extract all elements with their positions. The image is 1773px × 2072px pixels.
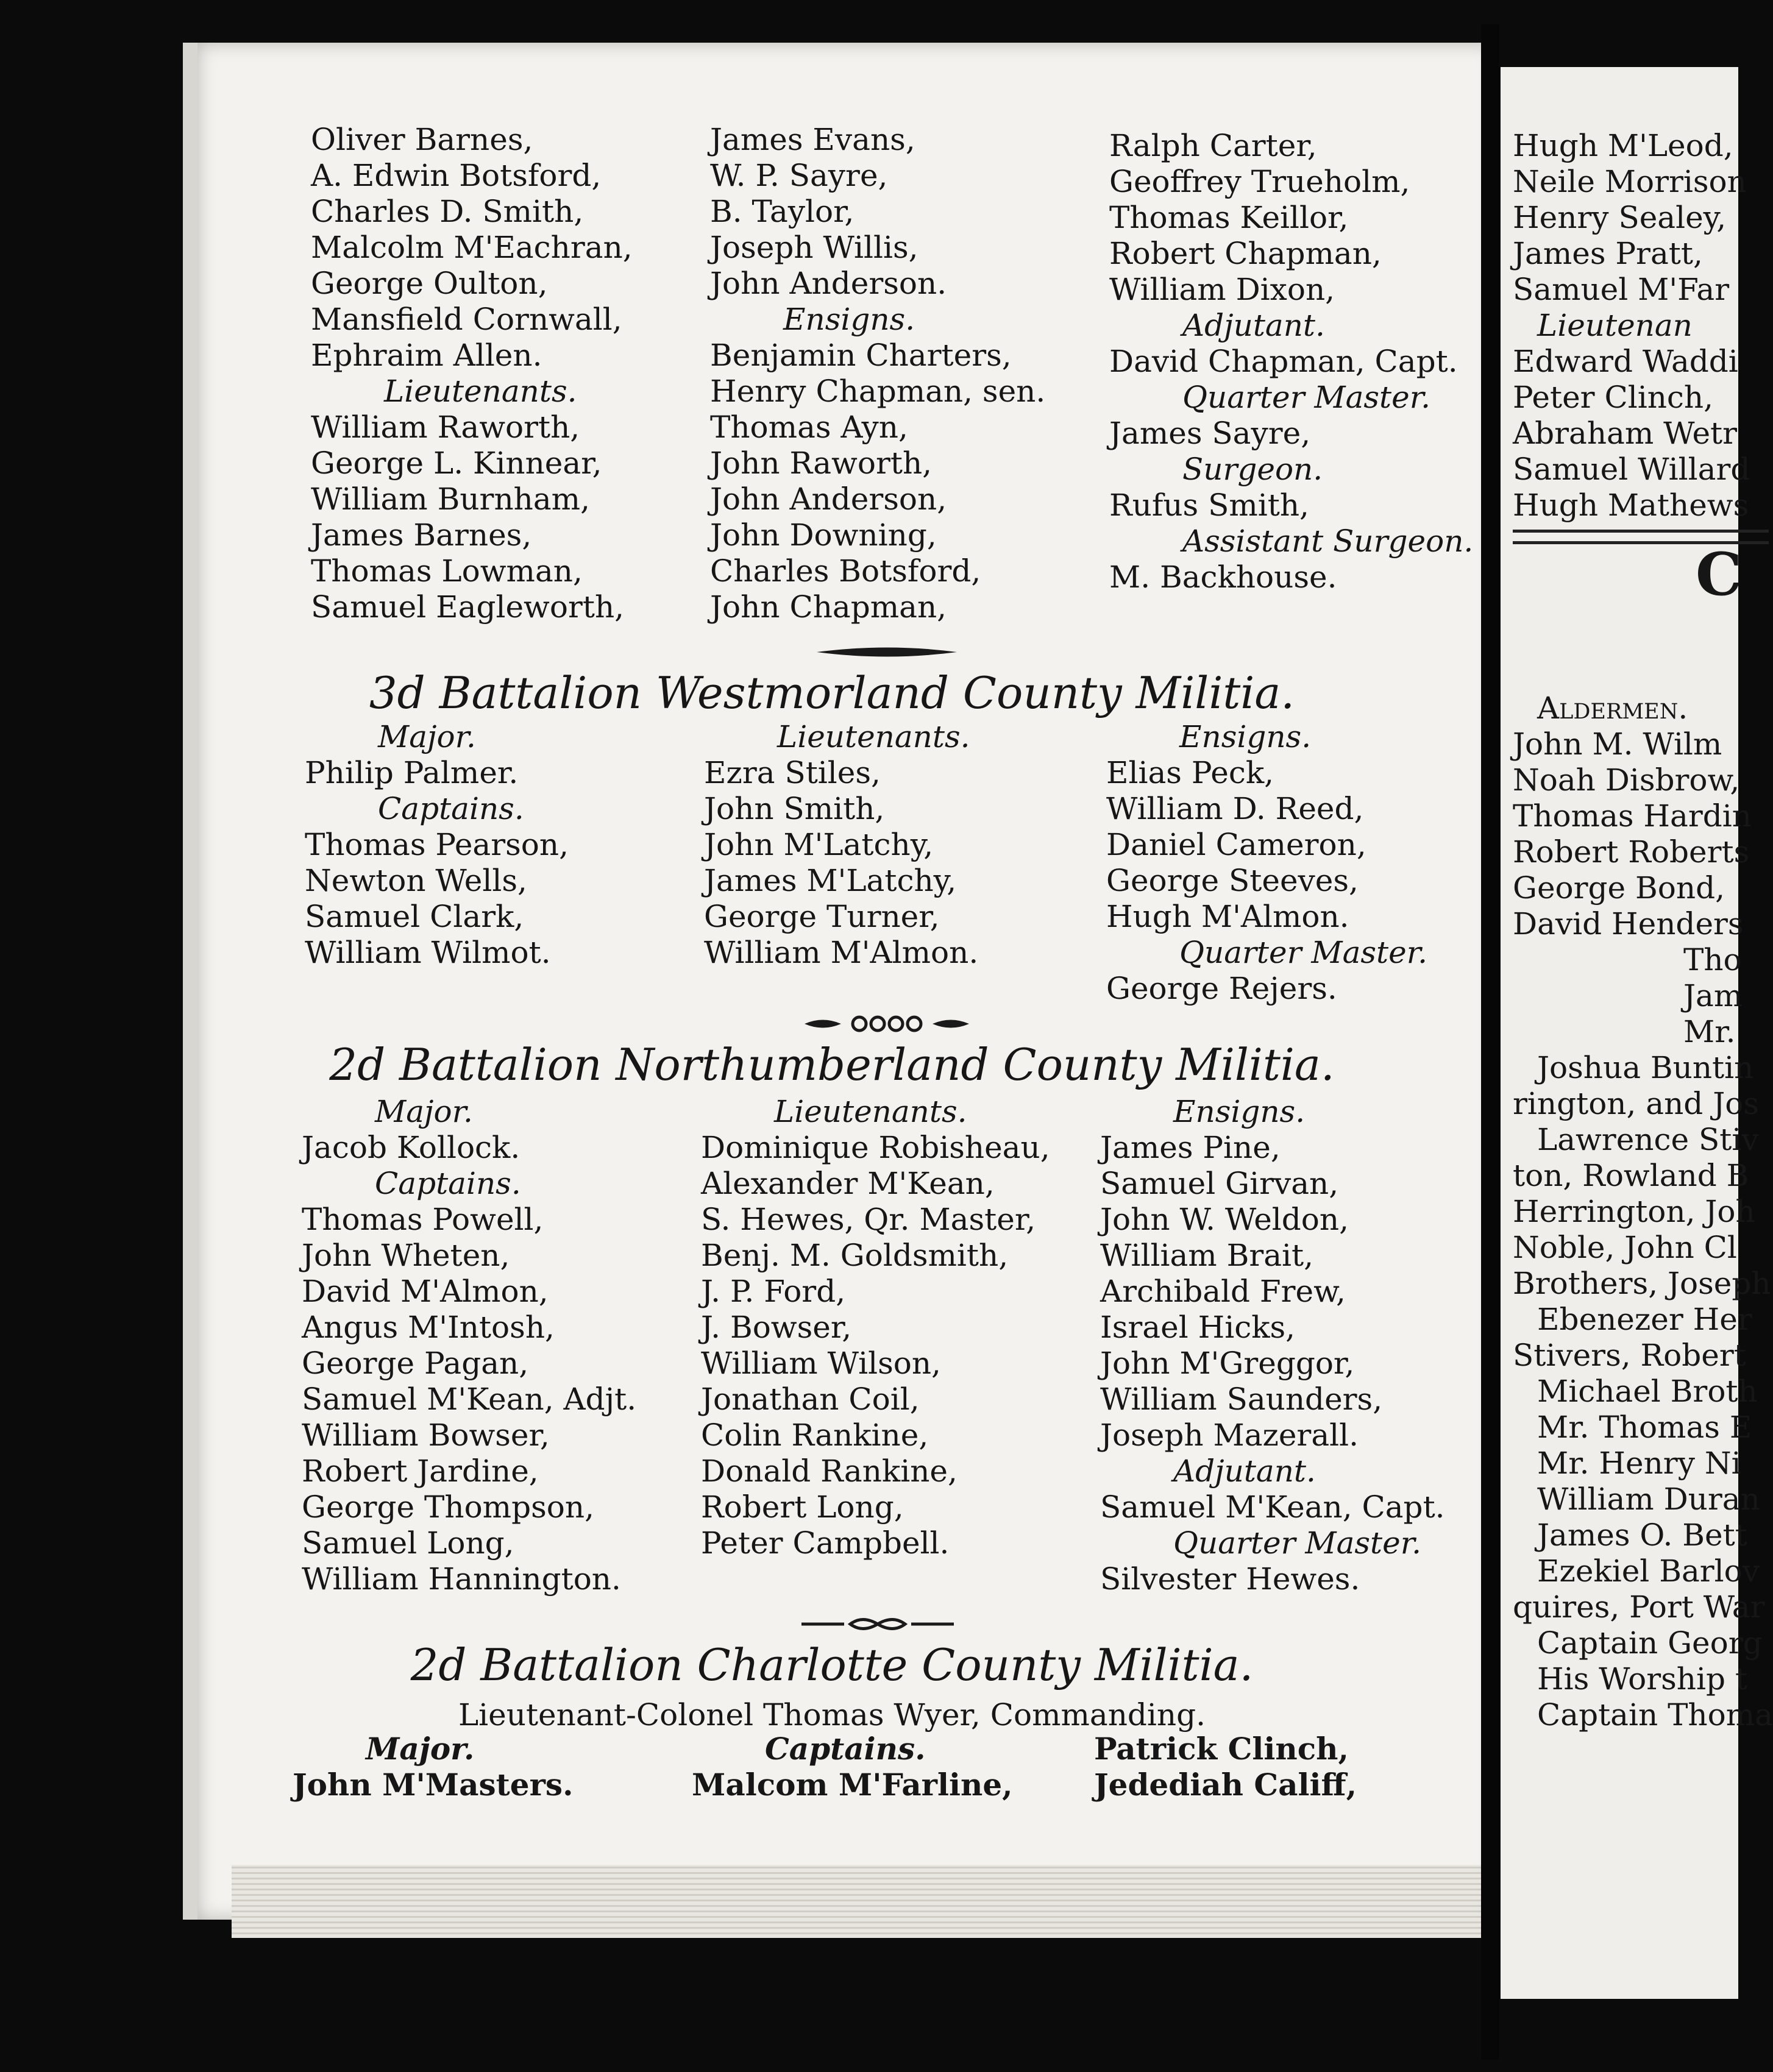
ornament-divider-1: [817, 643, 957, 661]
officer-name: Elias Peck,: [1106, 755, 1274, 790]
officer-name: Silvester Hewes.: [1100, 1561, 1360, 1597]
right-page-line: Mr. Thomas E: [1537, 1410, 1752, 1445]
officer-name: Jedediah Califf,: [1094, 1767, 1357, 1803]
officer-name: Robert Jardine,: [302, 1453, 539, 1489]
rank-heading: Ensigns.: [1179, 719, 1312, 754]
officer-name: Patrick Clinch,: [1094, 1731, 1349, 1767]
right-page-line: John M. Wilm: [1513, 726, 1722, 762]
right-page-line: Aldermen.: [1537, 690, 1688, 726]
book-gutter: [1481, 24, 1499, 2060]
rank-heading: Captains.: [375, 1166, 521, 1201]
rank-heading: Assistant Surgeon.: [1182, 523, 1474, 559]
officer-name: J. Bowser,: [701, 1310, 852, 1345]
right-page-line: Samuel Willard: [1513, 452, 1750, 487]
right-page-line: Lawrence Stiv: [1537, 1122, 1759, 1157]
officer-name: James Sayre,: [1109, 416, 1311, 451]
officer-name: Ephraim Allen.: [311, 338, 542, 373]
right-page-line: ton, Rowland B: [1513, 1158, 1749, 1193]
officer-name: Alexander M'Kean,: [701, 1166, 995, 1201]
right-page-line: Captain Georg: [1537, 1625, 1763, 1661]
heading-initial: C: [1696, 540, 1743, 609]
spacer: [1513, 623, 1773, 690]
rank-heading: Lieutenants.: [774, 1094, 967, 1129]
officer-name: S. Hewes, Qr. Master,: [701, 1202, 1036, 1237]
right-page-line: Robert Roberts: [1513, 834, 1750, 870]
westmorland-column-2: [704, 719, 978, 971]
rank-heading: Lieutenants.: [384, 374, 577, 409]
officer-name: Colin Rankine,: [701, 1417, 929, 1453]
right-page-line: Mr. Henry Ni: [1537, 1446, 1741, 1481]
officer-name: William Burnham,: [311, 481, 590, 517]
section-title-northumberland: 2d Battalion Northumberland County Militia.: [329, 1039, 1335, 1090]
officer-name: Henry Chapman, sen.: [710, 374, 1046, 409]
right-page-line: Samuel M'Far: [1513, 272, 1730, 307]
northumberland-column-1: [302, 1094, 636, 1597]
officer-name: Angus M'Intosh,: [302, 1310, 555, 1345]
officer-name: Hugh M'Almon.: [1106, 899, 1349, 934]
officer-name: William Saunders,: [1100, 1382, 1383, 1417]
rank-heading: Major.: [366, 1731, 475, 1767]
charlotte-column-1: [293, 1731, 573, 1803]
right-page-line: David Henders: [1513, 906, 1744, 942]
rank-heading: Adjutant.: [1173, 1453, 1316, 1489]
officer-name: John Anderson,: [710, 481, 947, 517]
right-page-line: Peter Clinch,: [1513, 380, 1714, 415]
officer-name: Benj. M. Goldsmith,: [701, 1238, 1009, 1273]
right-page-line: Captain Thoma: [1537, 1697, 1773, 1733]
officer-name: Ezra Stiles,: [704, 755, 881, 790]
officer-name: Samuel Clark,: [305, 899, 524, 934]
officer-name: Samuel Eagleworth,: [311, 589, 625, 625]
officer-name: William M'Almon.: [704, 935, 979, 970]
officer-name: John M'Masters.: [293, 1767, 574, 1803]
right-page-line: Hugh M'Leod,: [1513, 128, 1733, 163]
officer-name: Robert Chapman,: [1109, 236, 1382, 271]
officer-name: B. Taylor,: [710, 194, 855, 229]
right-page-line: His Worship t: [1537, 1661, 1747, 1697]
officer-name: William Dixon,: [1109, 272, 1335, 307]
right-page-line: Neile Morrison: [1513, 164, 1747, 199]
right-page-line: William Duran: [1537, 1481, 1760, 1517]
officer-name: Jacob Kollock.: [302, 1130, 521, 1165]
westmorland-column-1: [305, 719, 569, 971]
officer-name: Thomas Powell,: [302, 1202, 544, 1237]
rank-heading: Major.: [378, 719, 476, 754]
charlotte-column-2: [692, 1731, 1013, 1803]
right-page-line: quires, Port War: [1513, 1589, 1765, 1625]
officer-name: George Pagan,: [302, 1346, 529, 1381]
officer-name: John Smith,: [704, 791, 885, 826]
officer-name: Charles D. Smith,: [311, 194, 584, 229]
officer-name: James Evans,: [710, 122, 915, 157]
right-page-line: Stivers, Robert: [1513, 1338, 1746, 1373]
right-page-line: Edward Waddi: [1513, 344, 1738, 379]
officer-name: Robert Long,: [701, 1489, 904, 1525]
right-page-line: Noble, John Cl: [1513, 1230, 1737, 1265]
officer-name: George Turner,: [704, 899, 940, 934]
right-page-line: Joshua Buntin: [1537, 1050, 1754, 1085]
rank-heading: Ensigns.: [1173, 1094, 1306, 1129]
northumberland-column-2: [701, 1094, 1050, 1561]
westmorland-column-3: [1106, 719, 1427, 1007]
right-page-line: Tho: [1683, 942, 1742, 977]
officer-name: Mansfield Cornwall,: [311, 302, 622, 337]
right-page-line: James O. Bett: [1537, 1517, 1747, 1553]
right-page-line: Thomas Hardin: [1513, 798, 1752, 834]
officer-name: Peter Campbell.: [701, 1525, 950, 1561]
right-page-line: Mr.: [1683, 1014, 1736, 1049]
right-page-line: Jam: [1683, 978, 1743, 1013]
right-page-line: Brothers, Joseph: [1513, 1266, 1771, 1301]
officer-name: Newton Wells,: [305, 863, 527, 898]
rank-heading: Major.: [375, 1094, 473, 1129]
officer-name: William Wilson,: [701, 1346, 941, 1381]
officer-name: Jonathan Coil,: [701, 1382, 920, 1417]
rank-heading: Adjutant.: [1182, 308, 1325, 343]
officer-name: Samuel M'Kean, Capt.: [1100, 1489, 1445, 1525]
charlotte-column-3: [1094, 1731, 1357, 1803]
section-title-charlotte: 2d Battalion Charlotte County Militia.: [410, 1639, 1254, 1691]
officer-name: John M'Greggor,: [1100, 1346, 1355, 1381]
rank-heading: Lieutenants.: [777, 719, 970, 754]
officer-name: William Raworth,: [311, 410, 580, 445]
officer-name: James Pine,: [1100, 1130, 1281, 1165]
officer-name: John W. Weldon,: [1100, 1202, 1349, 1237]
right-page-line: George Bond,: [1513, 870, 1725, 906]
officer-name: Archibald Frew,: [1100, 1274, 1346, 1309]
officer-name: Oliver Barnes,: [311, 122, 533, 157]
officer-name: Thomas Ayn,: [710, 410, 908, 445]
officer-name: Malcolm M'Eachran,: [311, 230, 633, 265]
officer-name: William Wilmot.: [305, 935, 551, 970]
officer-name: Samuel Girvan,: [1100, 1166, 1339, 1201]
officer-name: George Thompson,: [302, 1489, 594, 1525]
officer-name: Samuel Long,: [302, 1525, 514, 1561]
officer-name: Benjamin Charters,: [710, 338, 1012, 373]
officer-name: William D. Reed,: [1106, 791, 1364, 826]
officer-name: John M'Latchy,: [704, 827, 934, 862]
section-title-westmorland: 3d Battalion Westmorland County Militia.: [369, 667, 1295, 718]
rank-heading: Quarter Master.: [1179, 935, 1428, 970]
officer-name: John Raworth,: [710, 445, 933, 481]
rank-heading: Quarter Master.: [1173, 1525, 1422, 1561]
ornament-divider-2: [805, 1015, 969, 1033]
officer-name: David Chapman, Capt.: [1109, 344, 1458, 379]
right-page-line: Ezekiel Barlov: [1537, 1553, 1760, 1589]
right-page: [1501, 67, 1773, 1999]
officer-name: Thomas Pearson,: [305, 827, 569, 862]
ornament-divider-3: [801, 1615, 954, 1633]
page-edge: [232, 1865, 1481, 1938]
officers-column-2: [710, 122, 1045, 625]
rank-heading: Surgeon.: [1182, 452, 1323, 487]
right-page-line: Herrington, Joh: [1513, 1194, 1755, 1229]
right-page-line: Hugh Mathews: [1513, 488, 1749, 523]
officers-column-1: [311, 122, 633, 625]
officer-name: Samuel M'Kean, Adjt.: [302, 1382, 637, 1417]
officer-name: John Downing,: [710, 517, 937, 553]
right-page-line: Noah Disbrow,: [1513, 762, 1740, 798]
officer-name: John Anderson.: [710, 266, 947, 301]
officer-name: J. P. Ford,: [701, 1274, 846, 1309]
officer-name: Israel Hicks,: [1100, 1310, 1296, 1345]
right-page-line: Henry Sealey,: [1513, 200, 1727, 235]
officer-name: Daniel Cameron,: [1106, 827, 1366, 862]
officer-name: William Brait,: [1100, 1238, 1314, 1273]
officer-name: Thomas Lowman,: [311, 553, 583, 589]
officers-column-3: [1109, 128, 1473, 595]
officer-name: George Steeves,: [1106, 863, 1359, 898]
right-page-line: Lieutenan: [1537, 308, 1693, 343]
right-page-line: James Pratt,: [1513, 236, 1703, 271]
officer-name: Malcom M'Farline,: [692, 1767, 1013, 1803]
officer-name: William Hannington.: [302, 1561, 621, 1597]
officer-name: John Chapman,: [710, 589, 947, 625]
officer-name: M. Backhouse.: [1109, 559, 1337, 595]
officer-name: Rufus Smith,: [1109, 488, 1309, 523]
northumberland-column-3: [1100, 1094, 1445, 1597]
rank-heading: Captains.: [378, 791, 524, 826]
officer-name: John Wheten,: [302, 1238, 510, 1273]
officer-name: George Rejers.: [1106, 971, 1337, 1006]
officer-name: Joseph Willis,: [710, 230, 918, 265]
officer-name: George Oulton,: [311, 266, 548, 301]
right-page-text: [1513, 128, 1773, 1733]
officer-name: W. P. Sayre,: [710, 158, 888, 193]
officer-name: Charles Botsford,: [710, 553, 981, 589]
officer-name: James Barnes,: [311, 517, 532, 553]
rank-heading: Quarter Master.: [1182, 380, 1431, 415]
officer-name: George L. Kinnear,: [311, 445, 602, 481]
right-page-line: Abraham Wetr: [1513, 416, 1738, 451]
officer-name: Geoffrey Trueholm,: [1109, 164, 1410, 199]
officer-name: A. Edwin Botsford,: [311, 158, 602, 193]
officer-name: Donald Rankine,: [701, 1453, 958, 1489]
right-page-line: Michael Broth: [1537, 1374, 1758, 1409]
rank-heading: Ensigns.: [783, 302, 915, 337]
section-subtitle-charlotte: Lieutenant-Colonel Thomas Wyer, Commanding.: [458, 1697, 1206, 1733]
right-page-line: Ebenezer Her: [1537, 1302, 1752, 1337]
officer-name: James M'Latchy,: [704, 863, 957, 898]
officer-name: Dominique Robisheau,: [701, 1130, 1050, 1165]
officer-name: David M'Almon,: [302, 1274, 549, 1309]
rank-heading: Captains.: [765, 1731, 926, 1767]
officer-name: Joseph Mazerall.: [1100, 1417, 1359, 1453]
right-page-line: rington, and Jos: [1513, 1086, 1760, 1121]
officer-name: William Bowser,: [302, 1417, 550, 1453]
officer-name: Philip Palmer.: [305, 755, 519, 790]
officer-name: Ralph Carter,: [1109, 128, 1317, 163]
officer-name: Thomas Keillor,: [1109, 200, 1349, 235]
